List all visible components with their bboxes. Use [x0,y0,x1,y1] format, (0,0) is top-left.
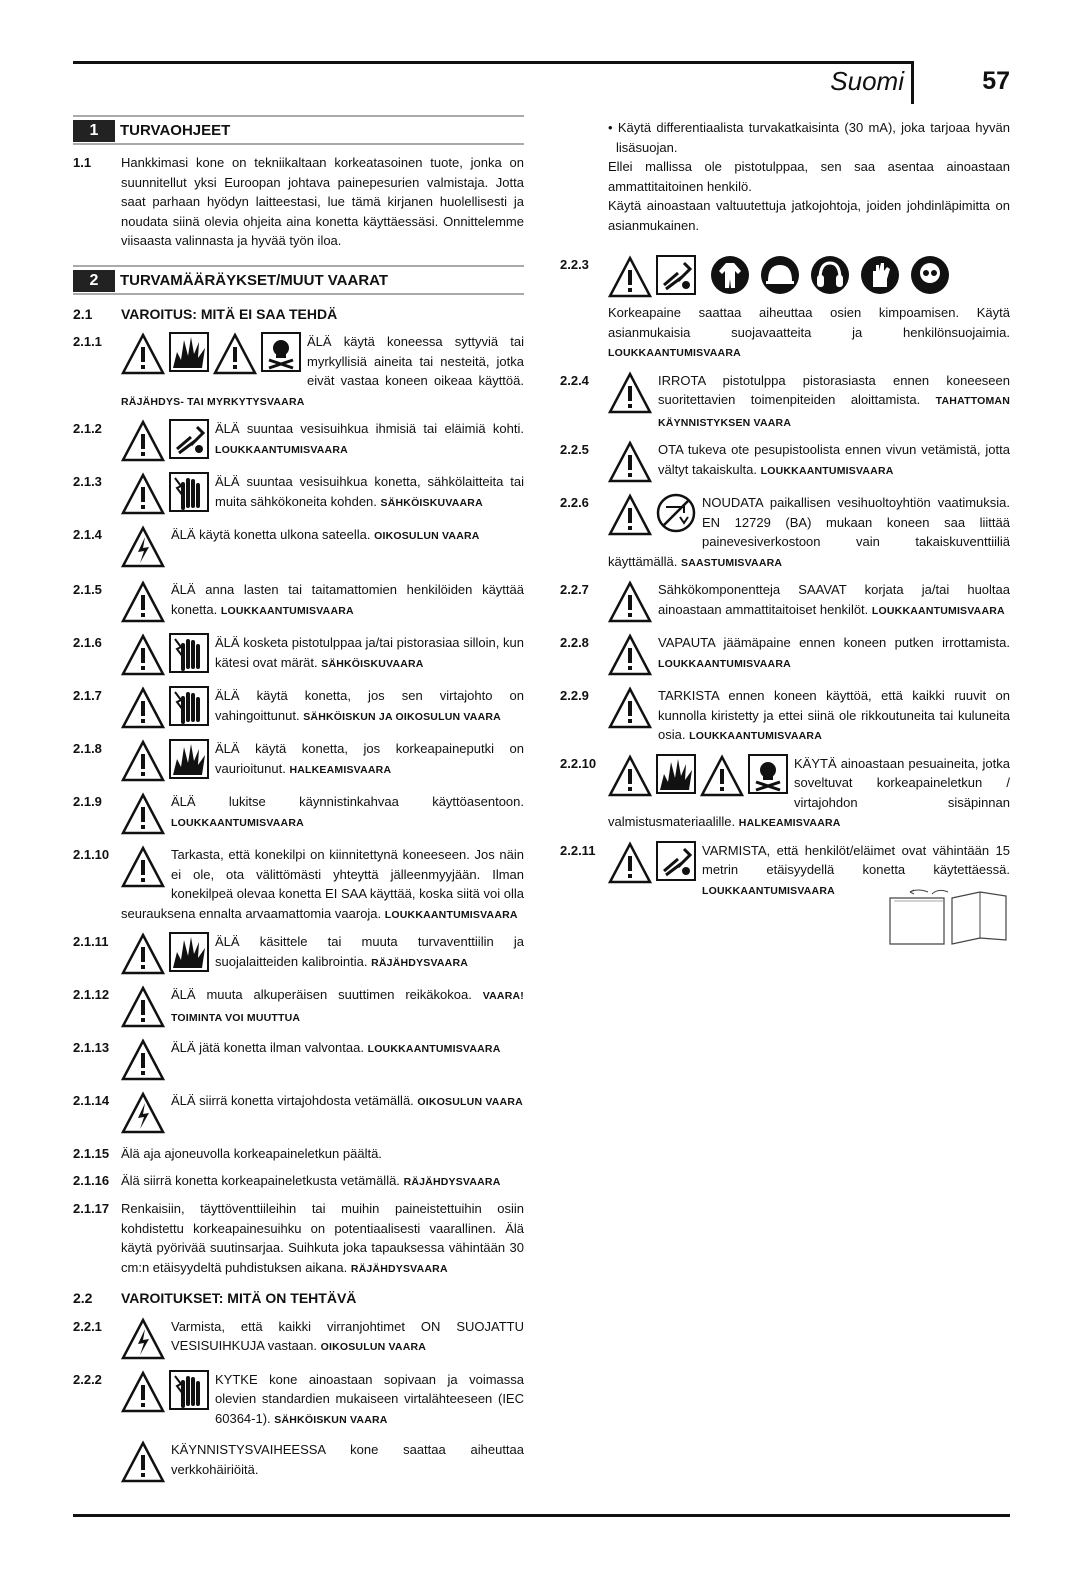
item-text: Älä aja ajoneuvolla korkeapaineletkun päältä. [121,1146,382,1161]
item-number: 1.1 [73,155,92,170]
hazard-label: LOUKKAANTUMISVAARA [220,604,354,617]
item-2-2-9 [560,686,1010,747]
hazard-label: OIKOSULUN VAARA [320,1341,427,1353]
item-number: 2.1.16 [73,1172,110,1188]
item-text: Hankkimasi kone on tekniikaltaan korkeatasoinen tuote, jonka on suunnitellut yksi Euroopan johtava painepesurien valmistaja. Jotta saat parhaan hyödyn laitteestasi, lue tämä kirjanen huolellisesti ja noudata siinä olevia ohjeita aina konetta käyttäessäsi. Onnittelemme viisaasta valinnasta ja hyvää työn iloa. [121,155,524,248]
warning-triangle-icon [121,739,165,783]
item-number: 2.1.2 [73,421,102,436]
warning-triangle-icon [121,1370,165,1414]
hazard-label: OIKOSULUN VAARA [417,1096,523,1108]
item-number: 2.2.6 [560,495,589,510]
warning-triangle-icon [121,419,165,463]
hazard-label: SÄHKÖISKUVAARA [380,496,483,509]
lightning-icon [121,1317,165,1361]
warning-triangle-icon [608,841,652,885]
item-number: 2.1.8 [73,741,102,756]
item-number: 2.1.3 [73,474,102,489]
warning-triangle-icon [608,493,652,537]
item-2-1-10 [73,845,524,925]
item-2-2-2-continued [560,118,1010,235]
item-text: ÄLÄ siirrä konetta virtajohdosta vetämällä. [171,1093,414,1108]
warning-triangle-icon [608,371,652,415]
electric-hand-icon [169,633,209,673]
item-text: OTA tukeva ote pesupistoolista ennen vivun vetämistä, jotta vältyt takaiskulta. [658,442,1010,477]
subsection-number: 2.2 [73,1290,93,1306]
item-2-1-1 [73,332,524,412]
item-note: KÄYNNISTYSVAIHEESSA kone saattaa aiheuttaa verkkohäiriöitä. [171,1442,524,1477]
item-text: ÄLÄ käytä koneessa syttyviä tai myrkyllisiä aineita tai nesteitä, jotka eivät vastaa koneen oikeaa käyttöä. [307,334,524,388]
hazard-label: RÄJÄHDYSVAARA [403,1175,501,1188]
item-2-2-2 [73,1370,524,1487]
protective-suit-icon [710,255,750,295]
item-number: 2.1.5 [73,582,102,597]
item-text: Käytä ainoastaan valtuutettuja jatkojohtoja, joiden johdinläpimitta on asianmukainen. [608,198,1010,233]
item-text: KÄYTÄ ainoastaan pesuaineita, jotka soveltuvat korkeapaineletkun / virtajohdon sisäpinnan valmistusmateriaalille. [608,755,1010,829]
hazard-label: RÄJÄHDYSVAARA [371,956,469,969]
item-bullet: • Käytä differentiaalista turvakatkaisinta (30 mA), joka tarjoaa hyvän lisäsuojan. [608,120,1010,155]
item-2-2-1 [73,1317,524,1363]
item-2-1-6 [73,633,524,679]
item-2-1-15 [73,1144,524,1164]
spray-person-icon [169,419,209,459]
warning-triangle-icon [608,255,652,299]
section-title: TURVAOHJEET [120,122,231,139]
hazard-label: LOUKKAANTUMISVAARA [215,443,348,456]
page-number: 57 [982,67,1010,95]
electric-hand-icon [169,472,209,512]
item-2-1-12 [73,985,524,1031]
skull-icon [261,332,301,372]
warning-triangle-icon [121,332,165,376]
warning-triangle-icon [121,1440,165,1484]
explosion-icon [169,332,209,372]
item-number: 2.2.9 [560,688,589,703]
helmet-icon [760,255,800,295]
warning-triangle-icon [608,440,652,484]
item-1-1 [73,153,524,251]
item-2-2-6 [560,493,1010,573]
item-2-1-16 [73,1171,524,1193]
lightning-icon [121,1091,165,1135]
warning-triangle-icon [121,845,165,889]
item-2-1-5 [73,580,524,626]
item-2-2-8 [560,633,1010,679]
hazard-label: RÄJÄHDYS- TAI MYRKYTYSVAARA [121,395,305,408]
hazard-label: VAARA! TOIMINTA VOI MUUTTUA [171,990,524,1024]
spray-person-icon [656,841,696,881]
warning-triangle-icon [121,580,165,624]
item-number: 2.1.7 [73,688,102,703]
skull-icon [748,754,788,794]
item-2-1-7 [73,686,524,732]
subsection-title: VAROITUS: MITÄ EI SAA TEHDÄ [121,305,338,322]
item-2-2-4 [560,371,1010,434]
left-column [73,115,524,1493]
item-number: 2.1.1 [73,334,102,349]
item-text: ÄLÄ lukitse käynnistinkahvaa käyttöasentoon. [171,794,524,809]
item-2-2-5 [560,440,1010,486]
warning-triangle-icon [608,754,652,798]
ear-protection-icon [810,255,850,295]
section-number: 1 [73,120,115,142]
hazard-label: SÄHKÖISKUN JA OIKOSULUN VAARA [303,710,501,723]
item-number: 2.2.7 [560,582,589,597]
footer-rule [73,1514,1010,1517]
hazard-label: LOUKKAANTUMISVAARA [658,657,791,670]
item-text: TARKISTA ennen koneen käyttöä, että kaikki ruuvit on kunnolla kiristetty ja ettei siinä ole rikkoutuneita tai kuluneita osia. [658,688,1010,742]
warning-triangle-icon [213,332,257,376]
item-text: VARMISTA, että henkilöt/eläimet ovat vähintään 15 metrin etäisyydellä konetta käytettäessä. [702,842,1010,877]
item-number: 2.2.2 [73,1371,102,1387]
manual-icon [888,888,1008,946]
hazard-label: TAHATTOMAN KÄYNNISTYKSEN VAARA [658,395,1010,429]
hazard-label: SAASTUMISVAARA [681,556,783,569]
warning-triangle-icon [608,580,652,624]
hazard-label: SÄHKÖISKUN VAARA [274,1413,388,1426]
item-text: KYTKE kone ainoastaan sopivaan ja voimassa olevien standardien mukaiseen virtalähteeseen (IEC 60364-1). [215,1371,524,1426]
item-text: ÄLÄ käsittele tai muuta turvaventtiilin ja suojalaitteiden kalibrointia. [215,934,524,969]
warning-triangle-icon [121,633,165,677]
item-number: 2.1.10 [73,847,110,862]
hazard-label: LOUKKAANTUMISVAARA [171,816,304,829]
warning-triangle-icon [608,633,652,677]
explosion-icon [169,932,209,972]
item-2-1-14 [73,1091,524,1137]
item-number: 2.1.9 [73,794,102,809]
item-2-1-8 [73,739,524,785]
item-number: 2.2.3 [560,257,589,272]
hazard-label: LOUKKAANTUMISVAARA [689,730,822,742]
item-text: ÄLÄ suuntaa vesisuihkua konetta, sähkölaitteita tai muita sähkökoneita kohden. [215,474,524,509]
item-text: Renkaisiin, täyttöventtiileihin tai muihin paineistettuihin osiin kohdistettu korkeapainesuihku on potentiaalisesti vaarallinen. Älä käytä pyörivää suutinsarjaa. Suihkuta joka tapauksessa vähintään 30 cm:n etäisyydeltä puhdistuksen aikana. [121,1201,524,1275]
item-number: 2.2.1 [73,1318,102,1334]
hazard-label: HALKEAMISVAARA [289,763,392,776]
item-text: Korkeapaine saattaa aiheuttaa osien kimpoamisen. Käytä asianmukaisia suojavaatteita ja henkilönsuojaimia. [608,305,1010,340]
subsection-2-2-heading [73,1289,524,1309]
hazard-label: LOUKKAANTUMISVAARA [760,464,894,477]
hazard-label: LOUKKAANTUMISVAARA [367,1043,501,1055]
hazard-label: LOUKKAANTUMISVAARA [608,347,741,359]
warning-triangle-icon [121,932,165,976]
warning-triangle-icon [121,686,165,730]
item-number: 2.1.17 [73,1201,110,1216]
item-number: 2.1.13 [73,1040,110,1055]
item-text: ÄLÄ käytä konetta ulkona sateella. [171,527,371,542]
item-number: 2.2.11 [560,842,596,858]
item-number: 2.2.5 [560,442,589,457]
hazard-label: HALKEAMISVAARA [738,817,841,829]
section-2-heading [73,265,524,295]
item-2-2-10 [560,754,1010,834]
item-number: 2.1.4 [73,527,102,542]
section-number: 2 [73,270,115,292]
item-text: ÄLÄ muuta alkuperäisen suuttimen reikäkokoa. [171,987,472,1002]
item-number: 2.1.6 [73,635,102,650]
item-text: Varmista, että kaikki virranjohtimet ON SUOJATTU VESISUIHKUJA vastaan. [171,1318,524,1353]
lightning-icon [121,525,165,569]
item-number: 2.1.12 [73,987,110,1002]
item-text: Ellei mallissa ole pistotulppaa, sen saa asentaa ainoastaan ammattitaitoinen henkilö. [608,159,1010,194]
warning-triangle-icon [121,985,165,1029]
warning-triangle-icon [608,686,652,730]
item-text: ÄLÄ anna lasten tai taitamattomien henkilöiden käyttää konetta. [171,582,524,617]
item-text: ÄLÄ suuntaa vesisuihkua ihmisiä tai eläimiä kohti. [215,421,524,436]
item-2-2-7 [560,580,1010,626]
item-text: ÄLÄ käytä konetta, jos korkeapaineputki on vaurioitunut. [215,741,524,776]
item-number: 2.1.14 [73,1093,110,1108]
backflow-icon [656,493,696,533]
gloves-icon [860,255,900,295]
spray-person-icon [656,255,696,295]
item-text: Älä siirrä konetta korkeapaineletkusta vetämällä. [121,1172,400,1188]
goggles-icon [910,255,950,295]
hazard-label: OIKOSULUN VAARA [374,530,480,542]
subsection-number: 2.1 [73,305,93,322]
hazard-label: LOUKKAANTUMISVAARA [384,908,518,921]
item-number: 2.2.4 [560,372,589,388]
hazard-label: LOUKKAANTUMISVAARA [871,604,1005,617]
language-label: Suomi [830,66,904,96]
header-rule [73,61,913,64]
item-2-1-3 [73,472,524,518]
section-title: TURVAMÄÄRÄYKSET/MUUT VAARAT [120,271,389,289]
warning-triangle-icon [121,472,165,516]
hazard-label: RÄJÄHDYSVAARA [350,1262,448,1275]
electric-hand-icon [169,686,209,726]
item-2-1-2 [73,419,524,465]
subsection-2-1-heading [73,305,524,325]
item-text: NOUDATA paikallisen vesihuoltoyhtiön vaatimuksia. EN 12729 (BA) mukaan koneen saa liittää painevesiverkostoon vain takaiskuventtiiliä käyttämällä. [608,495,1010,569]
explosion-icon [656,754,696,794]
item-text: ÄLÄ käytä konetta, jos sen virtajohto on vahingoittunut. [215,688,524,723]
item-2-1-17 [73,1199,524,1279]
item-2-1-13 [73,1038,524,1084]
header-divider [911,61,914,104]
hazard-label: LOUKKAANTUMISVAARA [702,884,835,897]
item-text: ÄLÄ kosketa pistotulppaa ja/tai pistorasiaa silloin, kun kätesi ovat märät. [215,635,524,670]
item-number: 2.2.10 [560,755,597,771]
item-number: 2.1.15 [73,1146,110,1161]
item-2-2-3 [560,255,1010,364]
subsection-title: VAROITUKSET: MITÄ ON TEHTÄVÄ [121,1290,357,1306]
section-1-heading [73,115,524,145]
warning-triangle-icon [700,754,744,798]
right-column [560,118,1010,908]
explosion-icon [169,739,209,779]
item-text: Sähkökomponentteja SAAVAT korjata ja/tai huoltaa ainoastaan ammattitaitoiset henkilöt. [658,582,1010,617]
warning-triangle-icon [121,792,165,836]
item-text: IRROTA pistotulppa pistorasiasta ennen koneeseen suoritettavien toimenpiteiden aloittamista. [658,372,1010,407]
item-text: VAPAUTA jäämäpaine ennen koneen putken irrottamista. [658,635,1010,650]
item-text: ÄLÄ jätä konetta ilman valvontaa. [171,1040,364,1055]
electric-hand-icon [169,1370,209,1410]
item-text: Tarkasta, että konekilpi on kiinnitettynä koneeseen. Jos näin ei ole, ota välittömästi yhteyttä jälleenmyyjään. Ilman konekilpeä olevaa konetta EI SAA käyttää, koska siitä voi olla seurauksena ennalta arvaamattomia vaaroja. [121,847,524,921]
item-number: 2.1.11 [73,934,109,949]
hazard-label: SÄHKÖISKUVAARA [321,657,424,670]
item-number: 2.2.8 [560,635,589,650]
item-2-1-9 [73,792,524,838]
warning-triangle-icon [121,1038,165,1082]
item-2-1-4 [73,525,524,573]
item-2-1-11 [73,932,524,978]
